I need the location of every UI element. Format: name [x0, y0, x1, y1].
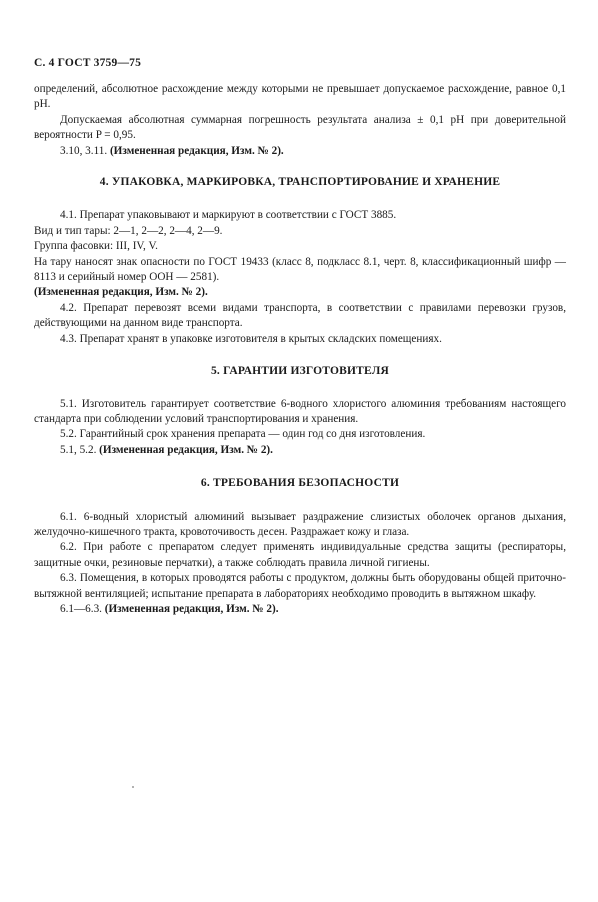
amendment-note: (Измененная редакция, Изм. № 2). — [34, 286, 208, 299]
clause-number: 6.1—6.3. — [60, 602, 102, 615]
amendment-note: (Измененная редакция, Изм. № 2). — [109, 144, 284, 157]
page-content — [34, 82, 566, 617]
clause-6-3: 6.3. Помещения, в которых проводятся работы с продуктом, должны быть оборудованы общей приточно-вытяжной вентиляцией; испытание препарата в лабораториях необходимо проводить в вытяжном шкафу. — [34, 572, 566, 600]
container-type: Вид и тип тары: 2—1, 2—2, 2—4, 2—9. — [34, 224, 223, 237]
clause-6-1: 6.1. 6-водный хлористый алюминий вызывает раздражение слизистых оболочек органов дыхания, желудочно-кишечного тракта, кровоточивость десен. Раздражает кожу и глаза. — [34, 510, 566, 538]
section-5-amendment — [34, 443, 566, 458]
clause-6-2: 6.2. При работе с препаратом следует применять индивидуальные средства защиты (респираторы, защитные очки, резиновые перчатки), а также соблюдать правила личной гигиены. — [34, 541, 566, 569]
amendment-note: (Измененная редакция, Изм. № 2). — [99, 443, 273, 456]
clause-5-1: 5.1. Изготовитель гарантирует соответствие 6-водного хлористого алюминия требованиям настоящего стандарта при соблюдении условий транспортирования и хранения. — [34, 397, 566, 425]
intro-paragraph-2: Допускаемая абсолютная суммарная погрешность результата анализа ± 0,1 pH при доверительной вероятности P = 0,95. — [34, 113, 566, 142]
section-5-title: 5. ГАРАНТИИ ИЗГОТОВИТЕЛЯ — [210, 365, 390, 378]
hazard-marking: На тару наносят знак опасности по ГОСТ 19433 (класс 8, подкласс 8.1, черт. 8, классификационный шифр — 8113 и серийный номер ООН — 2581). — [34, 255, 566, 284]
clause-4-3: 4.3. Препарат хранят в упаковке изготовителя в крытых складских помещениях. — [60, 332, 442, 345]
section-4-title: 4. УПАКОВКА, МАРКИРОВКА, ТРАНСПОРТИРОВАНИЕ И ХРАНЕНИЕ — [99, 176, 501, 189]
intro-amendment-note — [34, 144, 566, 159]
clause-number: 5.1, 5.2. — [60, 443, 97, 456]
clause-number: 3.10, 3.11. — [60, 144, 108, 157]
clause-4-1: 4.1. Препарат упаковывают и маркируют в соответствии с ГОСТ 3885. — [60, 209, 397, 222]
clause-4-2: 4.2. Препарат перевозят всеми видами транспорта, в соответствии с правилами перевозки грузов, действующими на данном виде транспорта. — [34, 301, 566, 330]
packaging-group: Группа фасовки: III, IV, V. — [34, 240, 158, 253]
section-6-amendment — [34, 602, 566, 617]
scan-speck — [132, 786, 134, 788]
intro-paragraph-1: определений, абсолютное расхождение между которыми не превышает допускаемое расхождение, равное 0,1 pH. — [34, 83, 566, 111]
amendment-note: (Измененная редакция, Изм. № 2). — [104, 602, 279, 615]
section-6-title: 6. ТРЕБОВАНИЯ БЕЗОПАСНОСТИ — [200, 477, 400, 490]
clause-5-2: 5.2. Гарантийный срок хранения препарата — один год со дня изготовления. — [60, 428, 426, 441]
page-header: С. 4 ГОСТ 3759—75 — [34, 57, 142, 69]
